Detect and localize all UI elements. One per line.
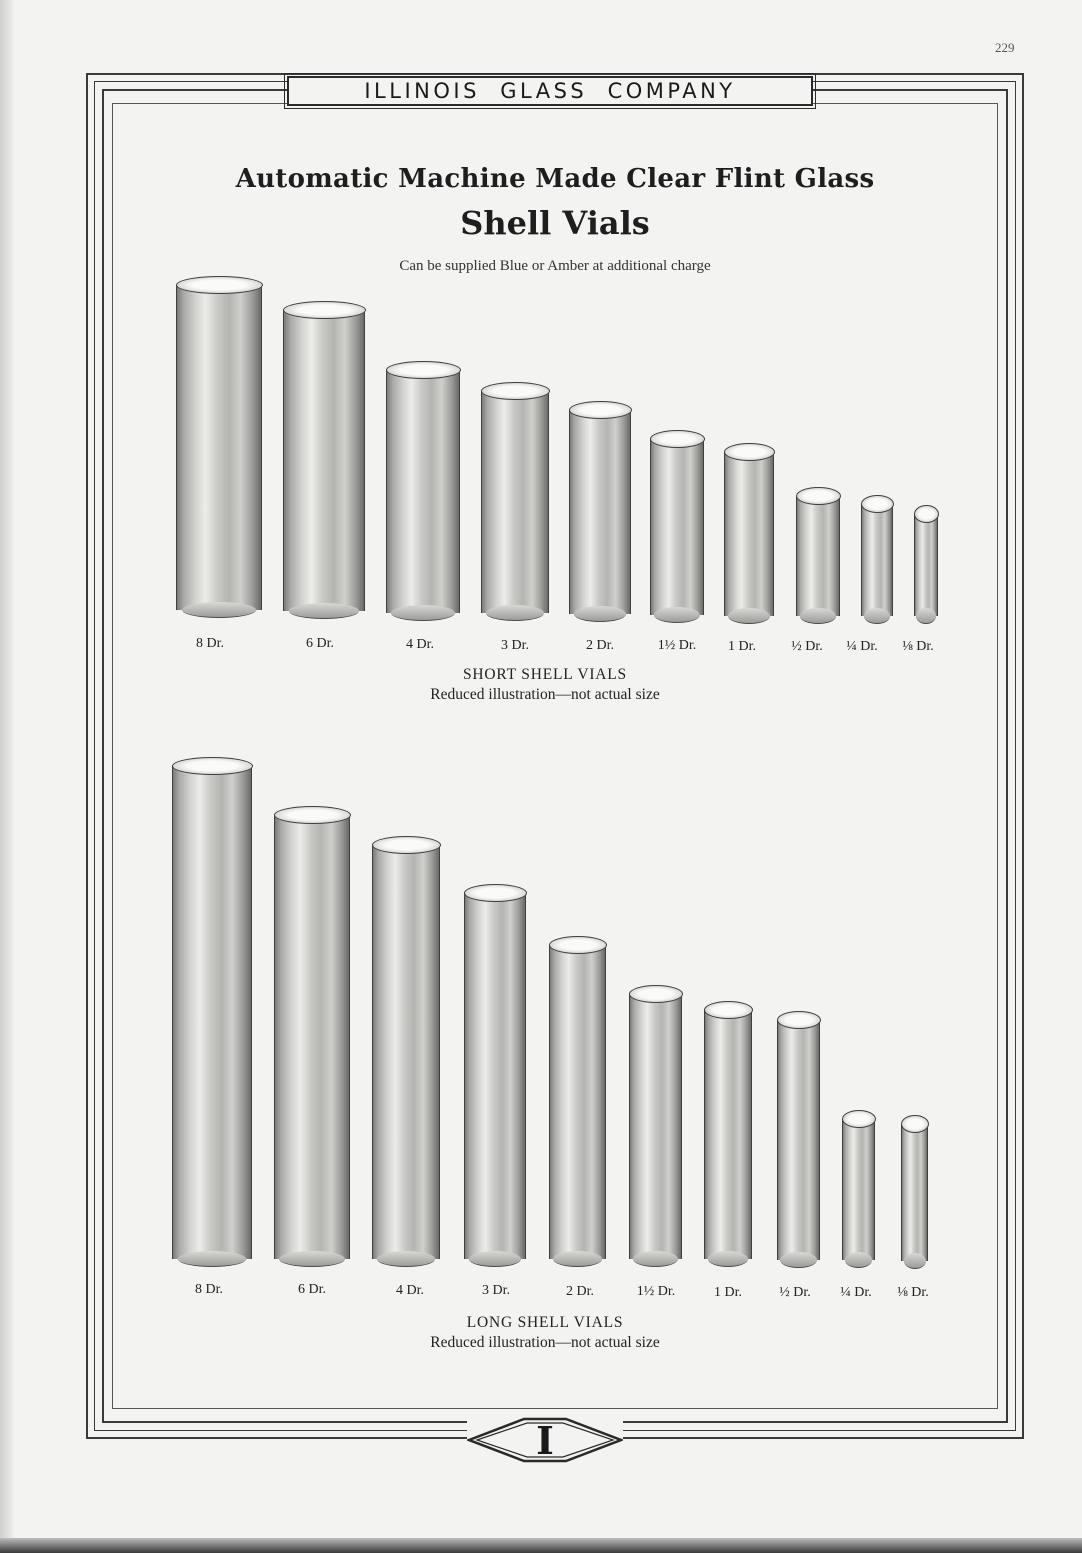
long-label: 8 Dr.	[195, 1282, 223, 1297]
short-vial-4dr	[386, 370, 460, 613]
long-section-caption	[300, 1313, 790, 1353]
long-vial-8dr	[172, 766, 252, 1259]
long-vial-1-4dr	[842, 1119, 875, 1260]
long-vial-6dr	[274, 815, 350, 1259]
short-vial-6dr	[283, 310, 365, 611]
long-label: 1½ Dr.	[636, 1284, 676, 1299]
long-vial-1-1-2dr	[629, 994, 682, 1259]
short-vial-2dr	[569, 410, 631, 614]
scan-bottom-edge	[0, 1538, 1082, 1553]
page-title: Shell Vials	[460, 204, 650, 242]
short-section-title: SHORT SHELL VIALS	[463, 666, 627, 683]
long-vial-1-8dr	[901, 1124, 928, 1261]
short-label: 4 Dr.	[406, 637, 434, 652]
short-label: 6 Dr.	[306, 636, 334, 651]
company-name: ILLINOIS GLASS COMPANY	[364, 79, 736, 103]
long-label: 3 Dr.	[482, 1283, 510, 1298]
long-vial-1-2dr	[777, 1020, 820, 1260]
long-label: 6 Dr.	[298, 1282, 326, 1297]
short-vial-1-1-2dr	[650, 439, 704, 615]
short-label: ¼ Dr.	[846, 639, 878, 654]
long-vial-2dr	[549, 945, 606, 1259]
long-vial-3dr	[464, 893, 526, 1259]
short-vial-1-8dr	[914, 514, 938, 616]
short-vial-8dr	[176, 285, 262, 610]
company-header-banner	[287, 76, 813, 106]
short-section-caption	[300, 665, 790, 705]
long-label: ½ Dr.	[779, 1285, 811, 1300]
long-label: 1 Dr.	[714, 1285, 742, 1300]
short-label: ⅛ Dr.	[902, 639, 934, 654]
long-label: ¼ Dr.	[840, 1285, 872, 1300]
headline: Automatic Machine Made Clear Flint Glass	[235, 164, 875, 194]
short-label: 3 Dr.	[501, 638, 529, 653]
long-vial-1dr	[704, 1010, 752, 1259]
long-label: 2 Dr.	[566, 1284, 594, 1299]
long-vial-4dr	[372, 845, 440, 1259]
short-label: 1 Dr.	[728, 639, 756, 654]
short-vial-1-2dr	[796, 496, 840, 616]
short-label: 8 Dr.	[196, 636, 224, 651]
page-number: 229	[995, 40, 1015, 55]
long-label: 4 Dr.	[396, 1283, 424, 1298]
diamond-logo-icon	[467, 1417, 623, 1463]
short-vial-1-4dr	[861, 504, 893, 616]
long-section-title: LONG SHELL VIALS	[466, 1314, 624, 1331]
color-option-note: Can be supplied Blue or Amber at additional charge	[399, 258, 711, 274]
short-section-note: Reduced illustration—not actual size	[430, 686, 660, 703]
page-edge-shadow	[0, 0, 14, 1553]
short-label: ½ Dr.	[791, 639, 823, 654]
short-label: 1½ Dr.	[657, 638, 697, 653]
long-section-note: Reduced illustration—not actual size	[430, 1334, 660, 1351]
long-label: ⅛ Dr.	[897, 1285, 929, 1300]
short-vial-1dr	[724, 452, 774, 616]
short-label: 2 Dr.	[586, 638, 614, 653]
short-vial-3dr	[481, 391, 549, 613]
logo-letter: I	[536, 1418, 554, 1463]
